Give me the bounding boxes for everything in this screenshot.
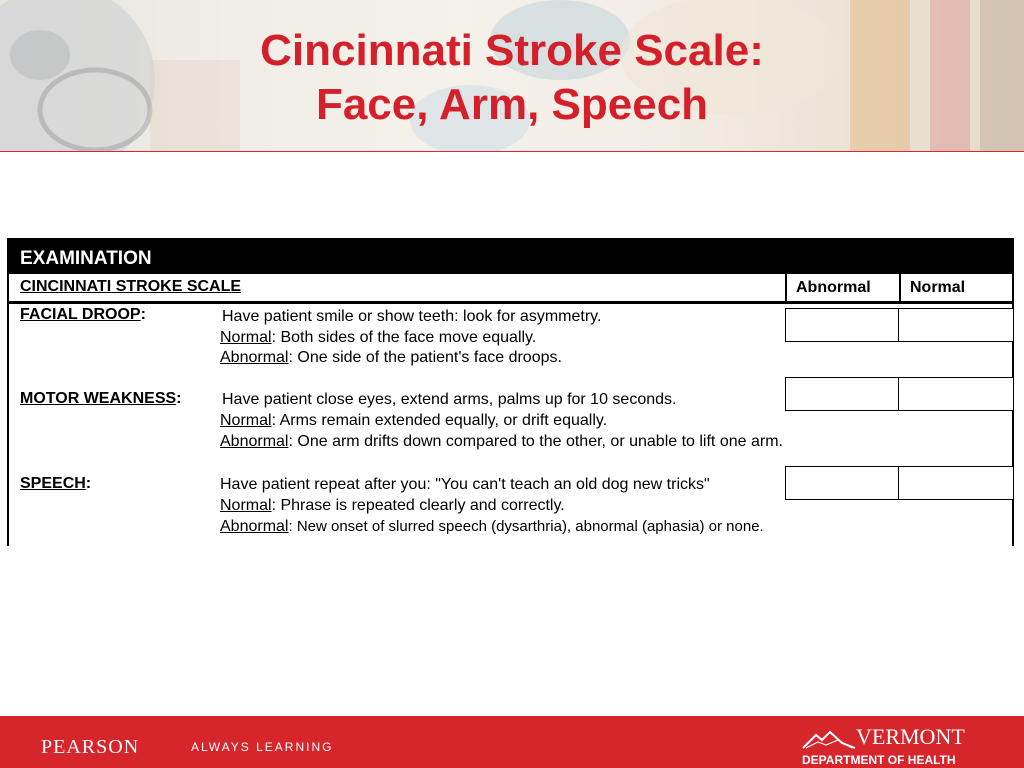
item-label-motor-weakness: MOTOR WEAKNESS:	[20, 390, 182, 407]
scale-name: CINCINNATI STROKE SCALE	[20, 278, 242, 295]
abnormal-text: : One side of the patient's face droops.	[288, 349, 562, 366]
motor-weakness-normal-checkbox[interactable]	[898, 377, 1014, 411]
footer-bar	[0, 716, 1024, 768]
item-abnormal-criterion	[220, 349, 562, 367]
scale-header-row	[9, 274, 1012, 304]
item-normal-criterion	[220, 497, 565, 515]
abnormal-label: Abnormal	[220, 433, 289, 450]
speech-normal-checkbox[interactable]	[898, 466, 1014, 500]
facial-droop-abnormal-checkbox[interactable]	[785, 308, 899, 342]
speech-abnormal-checkbox[interactable]	[785, 466, 899, 500]
normal-text: : Both sides of the face move equally.	[271, 329, 537, 346]
abnormal-label: Abnormal	[220, 518, 289, 535]
pearson-logo: PEARSON	[41, 736, 140, 758]
item-instruction: Have patient close eyes, extend arms, palms up for 10 seconds.	[222, 391, 677, 408]
normal-text: : Arms remain extended equally, or drift equally.	[271, 412, 608, 429]
vermont-health-logo	[800, 724, 965, 768]
examination-heading: EXAMINATION	[20, 248, 152, 269]
item-abnormal-criterion	[220, 433, 783, 451]
mountain-icon	[802, 730, 856, 750]
examination-header	[9, 238, 1012, 274]
column-header-normal: Normal	[899, 274, 1014, 301]
item-label-text: MOTOR WEAKNESS	[20, 390, 177, 407]
facial-droop-normal-checkbox[interactable]	[898, 308, 1014, 342]
normal-label: Normal	[220, 412, 272, 429]
normal-label: Normal	[220, 497, 272, 514]
column-header-abnormal: Abnormal	[785, 274, 899, 301]
item-label-text: FACIAL DROOP	[20, 306, 141, 323]
banner-divider	[0, 151, 1024, 152]
item-instruction: Have patient repeat after you: "You can't teach an old dog new tricks"	[220, 476, 710, 493]
item-normal-criterion	[220, 329, 536, 347]
abnormal-text: : One arm drifts down compared to the other, or unable to lift one arm.	[288, 433, 783, 450]
abnormal-text: : New onset of slurred speech (dysarthria), abnormal (aphasia) or none.	[288, 518, 764, 535]
abnormal-label: Abnormal	[220, 349, 289, 366]
normal-label: Normal	[220, 329, 272, 346]
item-normal-criterion	[220, 412, 607, 430]
item-label-text: SPEECH	[20, 475, 86, 492]
item-label-facial-droop: FACIAL DROOP:	[20, 306, 146, 323]
slide-title-line-1: Cincinnati Stroke Scale:	[260, 26, 764, 75]
item-instruction: Have patient smile or show teeth: look for asymmetry.	[222, 308, 602, 325]
examination-form	[7, 238, 1014, 546]
item-label-speech: SPEECH:	[20, 475, 92, 492]
slide-title	[0, 24, 1024, 132]
motor-weakness-abnormal-checkbox[interactable]	[785, 377, 899, 411]
normal-text: : Phrase is repeated clearly and correctly.	[271, 497, 565, 514]
vermont-wordmark: VERMONT	[856, 724, 965, 749]
header-banner	[0, 0, 1024, 152]
department-of-health-label: DEPARTMENT OF HEALTH	[802, 753, 956, 767]
footer-tagline: ALWAYS LEARNING	[191, 740, 334, 754]
slide-title-line-2: Face, Arm, Speech	[315, 80, 709, 129]
item-abnormal-criterion	[220, 518, 764, 536]
